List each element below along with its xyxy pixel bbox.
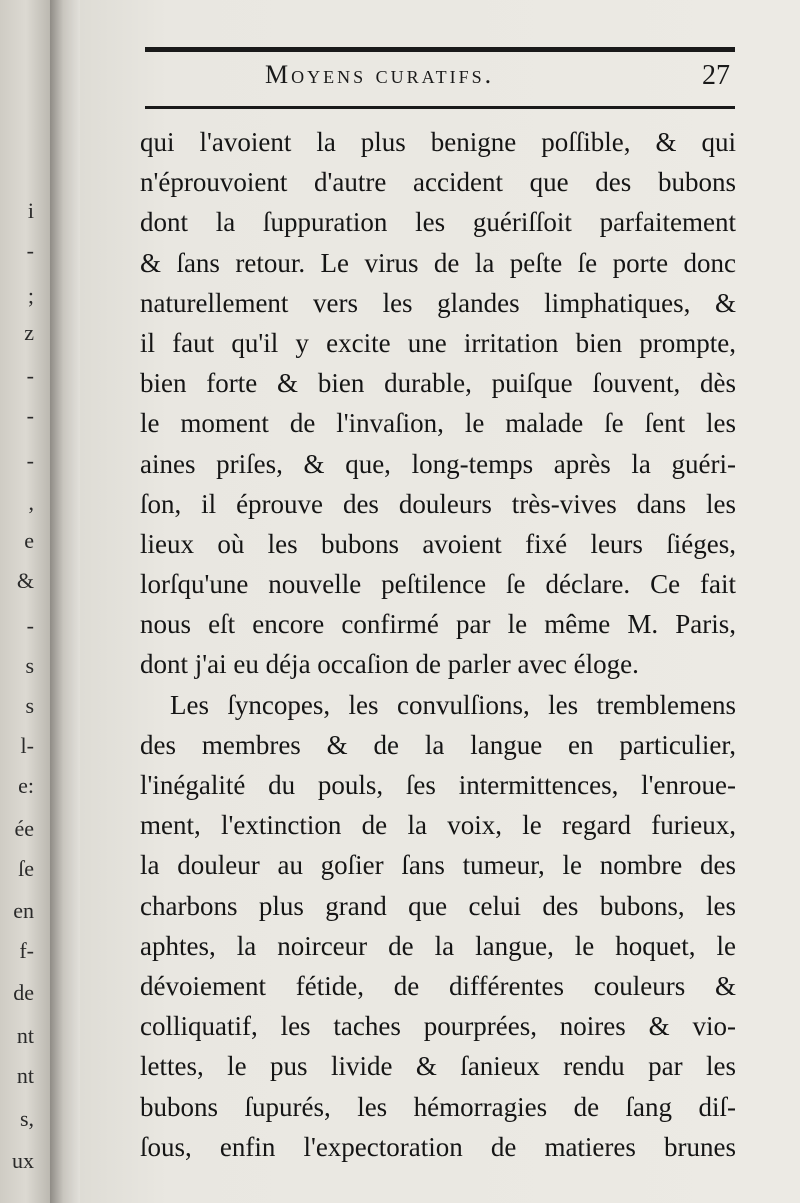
facing-page-fragment: e: <box>18 773 34 798</box>
text-line: le moment de l'invaſion, le malade ſe ſent les <box>140 408 736 439</box>
facing-page-fragment: - <box>26 403 34 428</box>
text-line: charbons plus grand que celui des bubons, les <box>140 890 736 921</box>
facing-page-fragment: - <box>26 448 34 473</box>
header-rule-top <box>145 47 735 52</box>
text-line: l'inégalité du pouls, ſes intermittences, l'enroue- <box>140 770 736 800</box>
facing-page-fragment: nt <box>16 1063 34 1088</box>
running-head: Moyens curatifs. <box>265 60 495 89</box>
text-line: il faut qu'il y excite une irritation bien prompte, <box>140 327 736 358</box>
text-line: ſon, il éprouve des douleurs très-vives dans les <box>140 488 736 519</box>
text-line: dévoiement fétide, de différentes couleurs & <box>140 970 736 1001</box>
facing-page-fragment: ux <box>12 1148 34 1173</box>
text-line: nous eſt encore confirmé par le même M. Paris, <box>140 609 736 640</box>
facing-page-fragment: - <box>26 613 34 638</box>
paragraph-end-line: dont j'ai eu déja occaſion de parler avec éloge. <box>140 649 639 680</box>
body-text <box>140 122 736 1167</box>
text-line: bubons ſupurés, les hémorragies de ſang diſ- <box>140 1091 736 1122</box>
text-line: dont la ſuppuration les guériſſoit parfaitement <box>140 207 736 238</box>
text-line: la douleur au goſier ſans tumeur, le nombre des <box>140 850 736 881</box>
page-number: 27 <box>702 60 730 91</box>
facing-page-fragment: ; <box>27 283 34 308</box>
text-line: ment, l'extinction de la voix, le regard furieux, <box>140 810 736 841</box>
text-line: des membres & de la langue en particulier, <box>140 729 736 760</box>
facing-page-fragment: l- <box>20 733 34 758</box>
facing-page-fragment: , <box>28 490 34 515</box>
facing-page-edge <box>0 0 52 1203</box>
text-line: aphtes, la noirceur de la langue, le hoquet, le <box>140 930 736 961</box>
facing-page-fragment: nt <box>16 1023 34 1048</box>
text-line: aines priſes, & que, long-temps après la guéri- <box>140 448 736 479</box>
facing-page-fragment: en <box>13 898 34 923</box>
facing-page-fragment: s <box>25 653 34 678</box>
text-line: qui l'avoient la plus benigne poſſible, & qui <box>140 127 736 157</box>
facing-page-fragment: z <box>24 320 34 345</box>
text-line: lieux où les bubons avoient fixé leurs ſiéges, <box>140 528 736 559</box>
facing-page-fragment: - <box>26 238 34 263</box>
text-line: colliquatif, les taches pourprées, noires & vio- <box>140 1011 736 1042</box>
facing-page-fragment: - <box>26 363 34 388</box>
facing-page-fragment: de <box>13 980 34 1005</box>
paragraph-start-line: Les ſyncopes, les convulſions, les tremblemens <box>170 689 736 720</box>
text-line: naturellement vers les glandes limphatiques, & <box>140 287 736 318</box>
text-line: ſous, enfin l'expectoration de matieres brunes <box>140 1131 736 1162</box>
facing-page-fragment: s <box>25 693 34 718</box>
facing-page-fragment: f- <box>19 938 34 963</box>
text-line: n'éprouvoient d'autre accident que des bubons <box>140 167 736 198</box>
header-rule-bottom <box>145 106 735 109</box>
facing-page-fragment: & <box>16 568 34 593</box>
facing-page-fragment: i <box>27 198 34 223</box>
text-line: & ſans retour. Le virus de la peſte ſe porte donc <box>140 247 736 278</box>
book-gutter <box>50 0 80 1203</box>
facing-page-fragment: ée <box>14 816 34 841</box>
text-line: lettes, le pus livide & ſanieux rendu par les <box>140 1051 736 1082</box>
facing-page-fragment: e <box>24 528 34 553</box>
text-line: lorſqu'une nouvelle peſtilence ſe déclare. Ce fait <box>140 569 736 600</box>
text-line: bien forte & bien durable, puiſque ſouvent, dès <box>140 368 736 399</box>
facing-page-fragment: ſe <box>18 856 34 881</box>
facing-page-fragment: s, <box>19 1106 34 1131</box>
